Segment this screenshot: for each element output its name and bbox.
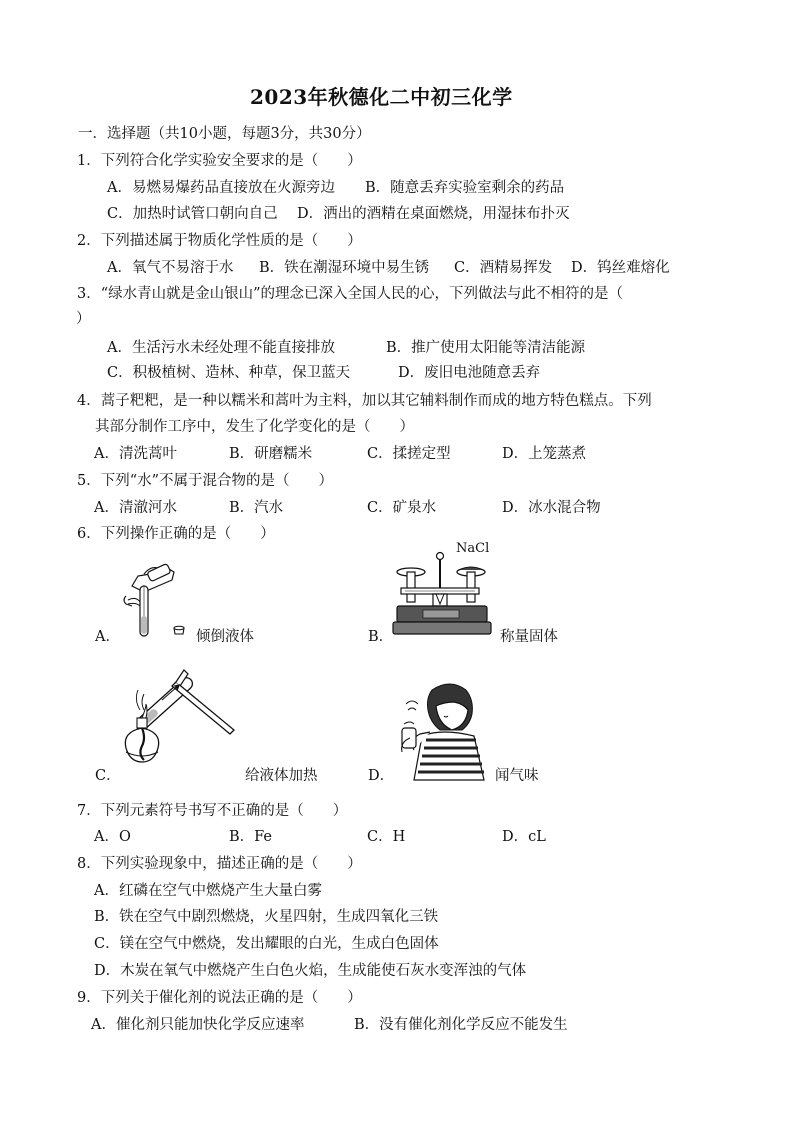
q6-option-d: D． [368, 768, 395, 784]
smell-gas-figure [392, 680, 490, 782]
q8-option-b: B．铁在空气中剧烈燃烧，火星四射，生成四氧化三铁 [94, 909, 439, 925]
q6-caption-d: 闻气味 [495, 768, 539, 784]
question-5-stem: 5．下列“水”不属于混合物的是（ ） [77, 473, 334, 489]
q2-option-a: A．氧气不易溶于水 [107, 260, 234, 276]
question-7-stem: 7．下列元素符号书写不正确的是（ ） [77, 803, 348, 819]
question-4-stem-cont: 其部分制作工序中，发生了化学变化的是（ ） [95, 419, 414, 435]
nacl-label: NaCl [456, 541, 490, 556]
q4-option-c: C．揉搓定型 [367, 446, 451, 462]
page-title: 2023年秋德化二中初三化学 [250, 85, 513, 109]
question-3-stem: 3．“绿水青山就是金山银山”的理念已深入全国人民的心，下列做法与此不相符的是（ [77, 286, 624, 302]
q2-option-d: D．钨丝难熔化 [571, 260, 670, 276]
q9-option-b: B．没有催化剂化学反应不能发生 [354, 1017, 568, 1033]
q4-option-a: A．清洗蒿叶 [94, 446, 177, 462]
q3-option-b: B．推广使用太阳能等清洁能源 [386, 340, 586, 356]
q5-option-a: A．清澈河水 [94, 500, 177, 516]
q4-option-d: D．上笼蒸煮 [502, 446, 587, 462]
q7-option-b: B．Fe [229, 829, 273, 845]
question-9-stem: 9．下列关于催化剂的说法正确的是（ ） [77, 990, 362, 1006]
q1-option-b: B．随意丢弃实验室剩余的药品 [365, 180, 565, 196]
q2-option-c: C．酒精易挥发 [454, 260, 553, 276]
q2-option-b: B．铁在潮湿环境中易生锈 [259, 260, 430, 276]
q7-option-a: A．O [94, 829, 131, 845]
q1-option-a: A．易燃易爆药品直接放在火源旁边 [107, 180, 335, 196]
balance-scale-figure [393, 550, 503, 640]
question-3-stem-cont: ） [76, 311, 91, 327]
question-2-stem: 2．下列描述属于物质化学性质的是（ ） [77, 233, 362, 249]
q6-caption-a: 倾倒液体 [196, 629, 254, 645]
pour-liquid-figure [118, 552, 196, 642]
q6-option-b: B． [368, 629, 394, 645]
q1-option-d: D．洒出的酒精在桌面燃烧，用湿抹布扑灭 [297, 206, 570, 222]
question-6-stem: 6．下列操作正确的是（ ） [77, 526, 275, 542]
q3-option-c: C．积极植树、造林、种草，保卫蓝天 [107, 365, 351, 381]
q5-option-d: D．冰水混合物 [502, 500, 601, 516]
q8-option-d: D．木炭在氧气中燃烧产生白色火焰，生成能使石灰水变浑浊的气体 [94, 963, 527, 979]
question-4-stem: 4．蒿子粑粑，是一种以糯米和蒿叶为主料，加以其它辅料制作而成的地方特色糕点。下列 [77, 393, 652, 409]
section-heading: 一．选择题（共10小题，每题3分，共30分） [78, 126, 371, 142]
q1-option-c: C．加热时试管口朝向自己 [107, 206, 278, 222]
q6-option-a: A． [95, 629, 120, 645]
q3-option-a: A．生活污水未经处理不能直接排放 [107, 340, 335, 356]
q6-option-c: C． [95, 768, 121, 784]
question-1-stem: 1．下列符合化学实验安全要求的是（ ） [77, 153, 362, 169]
q7-option-c: C．H [367, 829, 406, 845]
heat-liquid-figure [118, 652, 242, 780]
q8-option-a: A．红磷在空气中燃烧产生大量白雾 [94, 883, 322, 899]
q5-option-c: C．矿泉水 [367, 500, 437, 516]
q3-option-d: D．废旧电池随意丢弃 [398, 365, 541, 381]
q4-option-b: B．研磨糯米 [229, 446, 313, 462]
q8-option-c: C．镁在空气中燃烧，发出耀眼的白光，生成白色固体 [94, 936, 439, 952]
question-8-stem: 8．下列实验现象中，描述正确的是（ ） [77, 856, 362, 872]
q6-caption-c: 给液体加热 [245, 768, 318, 784]
q7-option-d: D．cL [502, 829, 546, 845]
q6-caption-b: 称量固体 [500, 629, 558, 645]
q5-option-b: B．汽水 [229, 500, 284, 516]
q9-option-a: A．催化剂只能加快化学反应速率 [91, 1017, 305, 1033]
